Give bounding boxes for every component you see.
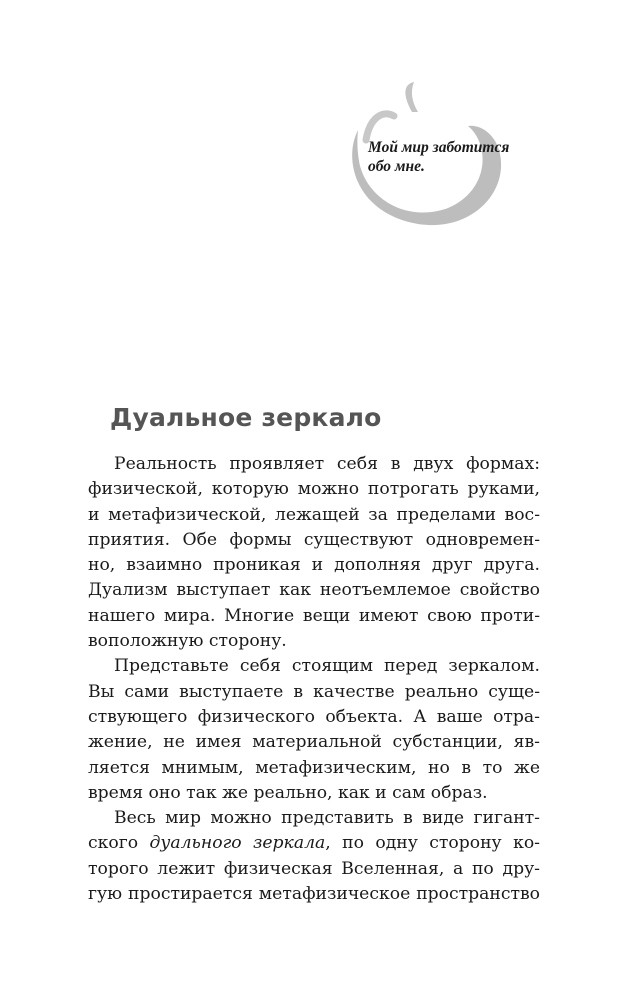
body-text [88, 452, 540, 907]
text-line: воположную сторону. [88, 631, 287, 652]
italic-term: дуального зеркала [149, 833, 326, 854]
text-line: Весь мир можно представить в виде гигант- [114, 808, 540, 829]
paragraph-2 [88, 654, 540, 806]
epigraph-line: Мой мир заботится [368, 139, 510, 156]
text-line: Реальность проявляет себя в двух формах: [114, 454, 540, 474]
text-line: жение, не имея материальной субстанции, яв- [88, 732, 540, 753]
text-line: нашего мира. Многие вещи имеют свою проти- [88, 605, 540, 626]
text-line: время оно так же реально, как и сам образ. [88, 782, 488, 803]
text-line: и метафизической, лежащей за пределами вос- [88, 504, 540, 525]
text-line: но, взаимно проникая и дополняя друг друга. [88, 555, 540, 576]
text-line: Вы сами выступаете в качестве реально суще- [88, 681, 540, 702]
text-line: торого лежит физическая Вселенная, а по дру- [88, 858, 540, 879]
text-line: физической, которую можно потрогать руками, [88, 479, 540, 500]
text-line: Дуализм выступает как неотъемлемое свойство [88, 580, 540, 601]
epigraph-line: обо мне. [368, 158, 425, 175]
epigraph [368, 138, 558, 176]
text-line: ляется мнимым, метафизическим, но в то же [88, 757, 540, 778]
section-heading: Дуальное зеркало [110, 403, 382, 432]
text-line: Представьте себя стоящим перед зеркалом. [114, 656, 540, 677]
text-line: ствующего физического объекта. А ваше отра- [88, 706, 540, 727]
text-line: приятия. Обе формы существуют одновремен- [88, 529, 540, 550]
paragraph-3 [88, 806, 540, 907]
text-fragment: ского [88, 833, 150, 854]
text-line [88, 831, 540, 856]
paragraph-1 [88, 452, 540, 654]
text-line: гую простирается метафизическое пространство [88, 884, 540, 905]
text-fragment: , по одну сторону ко- [325, 833, 540, 854]
